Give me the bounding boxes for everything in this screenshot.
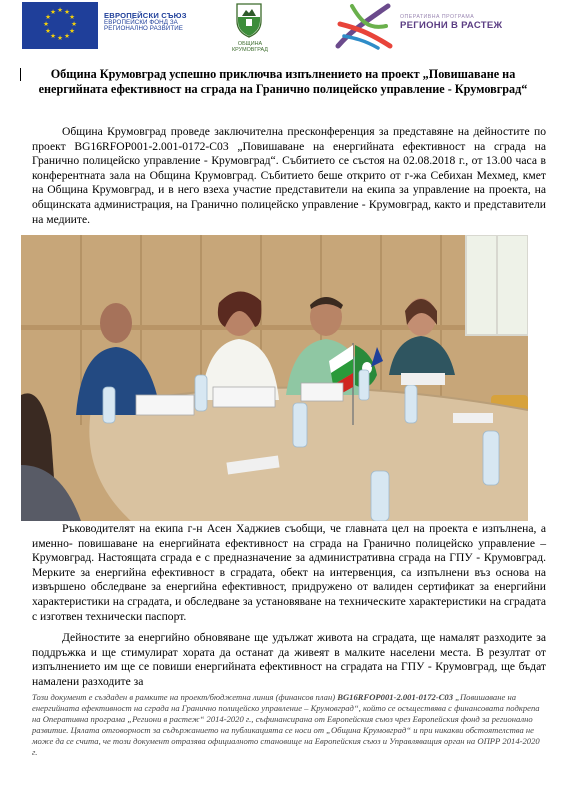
svg-text:★: ★ [45,13,51,21]
municipality-caption: ОБЩИНА КРУМОВГРАД [232,41,268,53]
svg-text:★: ★ [64,8,70,16]
article-title: Община Крумовград успешно приключва изпълнението на проект „Повишаване на енергийната ефективност на сграда на Гранично полицейско управление - Крумовград“ [20,67,546,97]
municipality-crest-icon [234,1,264,39]
paragraph-intro: Община Крумовград проведе заключителна пресконференция за представяне на дейностите по проект BG16RFOP001-2.001-0172-C03 „Повишаване на енергийната ефективност на сграда на Гранично полицейско управление - Крумовград“. Събитието се състоя на 02.08.2018 г., от 13.00 часа в конферентната зала на Община Крумовград. Събитието беше открито от г-жа Себихан Мехмед, кмет на Община Крумовград, и в него взеха участие представители на екипа за управление на проекта, на общинската администрация, на Гранично полицейско управление - Крумовград, както и представители на медиите. [32,125,546,226]
press-conference-photo [21,235,528,521]
svg-text:★: ★ [69,27,75,35]
svg-text:★: ★ [50,8,56,16]
program-logo-text [400,14,502,31]
svg-text:★: ★ [57,6,63,14]
photo-illustration [21,235,528,521]
svg-text:★: ★ [43,20,49,28]
svg-text:★: ★ [71,20,77,28]
regions-in-growth-logo-icon [334,2,396,50]
svg-text:★: ★ [50,32,56,40]
paragraph-team-leader: Ръководителят на екипа г-н Асен Хаджиев съобщи, че главната цел на проекта е изпълнена, а именно- повишаване на енергийната ефективност на сграда на Гранично полицейско управление – Крумовград. Настоящата сграда е с предназначение за административна сграда на ГПУ - Крумовград. Мерките за енергийна ефективност в сградата, обект на интервенция, са изпълнени въз основа на извършено обследване за енергийна ефективност, придружено от валиден сертификат за енергийни характеристики на сградата, и обследване за установяване на техническите характеристики на сградата с изготвен технически паспорт. [32,522,546,623]
footer-disclaimer [32,692,546,758]
svg-text:★: ★ [57,34,63,42]
eu-logo-text [104,12,187,33]
svg-text:★: ★ [64,32,70,40]
svg-text:★: ★ [45,27,51,35]
svg-text:★: ★ [69,13,75,21]
eu-logo-line3: РЕГИОНАЛНО РАЗВИТИЕ [104,25,183,33]
program-line2: РЕГИОНИ В РАСТЕЖ [400,20,503,31]
program-line1: ОПЕРАТИВНА ПРОГРАМА [400,14,475,20]
footer-prefix: Този документ е създаден в рамките на проект/бюджетна линия (финансов план) [32,692,338,702]
eu-logo-line1: ЕВРОПЕЙСКИ СЪЮЗ [104,11,187,20]
footer-rest: „Повишаване на енергийната ефективност на сграда на Гранично полицейско управление – Крумовград“, който се осъществява с финансовата подкрепа на Оперативна програма „Региони в растеж“ 2014-2020 г., съфинансирана от Европейския съюз чрез Европейския фонд за регионално развитие. Цялата отговорност за съдържанието на публикацията се носи от „Община Крумовград“ и при никакви обстоятелства не може да се счита, че този документ отразява официалното становище на Европейския съюз и Управляващия орган на ОПРР 2014-2020 г. [32,692,540,757]
eu-flag-logo [22,2,98,49]
page-header [0,0,566,60]
footer-project-code: BG16RFOP001-2.001-0172-C03 [337,692,454,702]
paragraph-activities: Дейностите за енергийно обновяване ще удължат живота на сградата, ще намалят разходите за поддръжка и ще стимулират хората да останат да живеят в малките населени места. В резултат от изпълнението им ще се повиши енергийната ефективност на сградата на ГПУ - Крумовград, ще бъдат намалени разходите за [32,631,546,688]
eu-logo-line2: ЕВРОПЕЙСКИ ФОНД ЗА [104,18,178,26]
